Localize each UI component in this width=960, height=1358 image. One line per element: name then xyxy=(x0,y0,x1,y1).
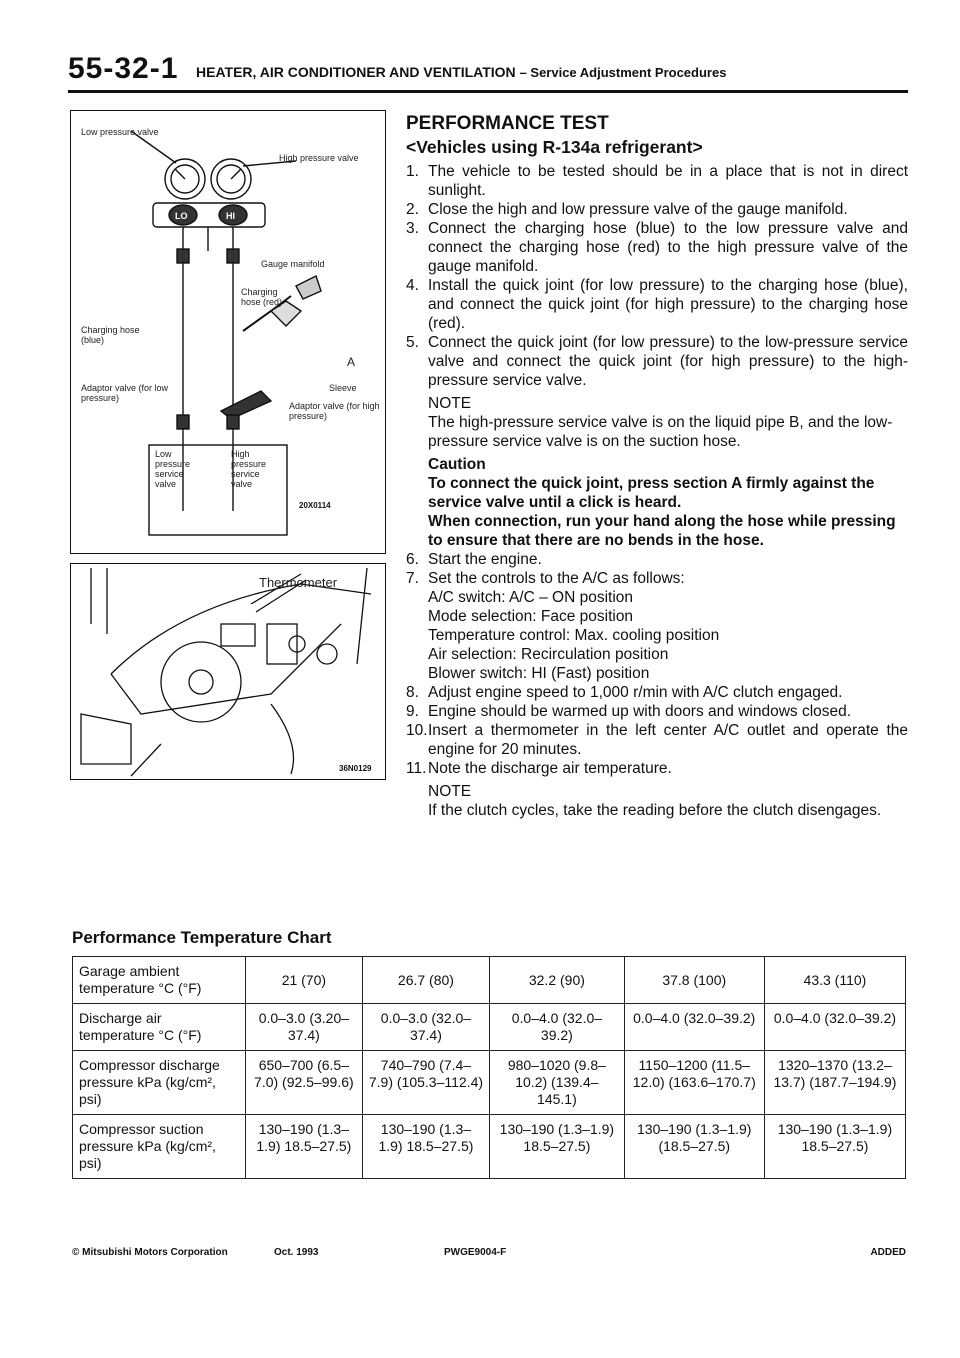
note-1 xyxy=(406,394,908,451)
table-cell: 21 (70) xyxy=(246,957,363,1004)
table-cell: 130–190 (1.3–1.9) (18.5–27.5) xyxy=(624,1115,764,1179)
step-item: 1. The vehicle to be tested should be in a place that is not in direct sunlight. xyxy=(406,163,908,199)
performance-test-section xyxy=(406,112,908,820)
row-header: Compressor discharge pressure kPa (kg/cm², psi) xyxy=(73,1051,246,1115)
step-item: 3. Connect the charging hose (blue) to the low pressure valve and connect the charging hose (red) to the high pressure valve of the gauge manifold. xyxy=(406,220,908,275)
label-charging-hose-red: Charging hose (red) xyxy=(241,287,283,307)
caution-block xyxy=(406,455,908,550)
steps-list-a xyxy=(406,162,908,390)
page-header xyxy=(68,52,906,92)
table-cell: 43.3 (110) xyxy=(764,957,905,1004)
footer-status: ADDED xyxy=(870,1247,906,1258)
section-title-sub: – Service Adjustment Procedures xyxy=(519,65,727,80)
row-header: Compressor suction pressure kPa (kg/cm², psi) xyxy=(73,1115,246,1179)
step-item: 9. Engine should be warmed up with doors and windows closed. xyxy=(406,703,852,720)
step-item: 11. Note the discharge air temperature. xyxy=(406,760,672,777)
section-heading: PERFORMANCE TEST xyxy=(406,113,609,134)
table-cell: 37.8 (100) xyxy=(624,957,764,1004)
table-row xyxy=(73,1051,906,1115)
footer-code: PWGE9004-F xyxy=(444,1247,507,1258)
page-number: 55-32-1 xyxy=(68,52,179,85)
section-title xyxy=(196,64,726,80)
table-row xyxy=(73,1115,906,1179)
table-cell: 26.7 (80) xyxy=(362,957,489,1004)
label-sleeve: Sleeve xyxy=(329,383,357,393)
note-2 xyxy=(406,782,908,820)
note-heading: NOTE xyxy=(428,783,472,800)
table-cell: 32.2 (90) xyxy=(490,957,624,1004)
ac-setting-item: Temperature control: Max. cooling position xyxy=(428,627,720,644)
table-cell: 0.0–4.0 (32.0–39.2) xyxy=(764,1004,905,1051)
ac-settings-list xyxy=(406,588,908,683)
table-row xyxy=(73,957,906,1004)
table-cell: 980–1020 (9.8–10.2) (139.4–145.1) xyxy=(490,1051,624,1115)
label-adaptor-high: Adaptor valve (for high pressure) xyxy=(289,401,380,421)
note-text: The high-pressure service valve is on the liquid pipe B, and the low-pressure service valve is on the suction hose. xyxy=(428,414,893,450)
label-thermometer: Thermometer xyxy=(259,575,338,590)
table-cell: 130–190 (1.3–1.9) 18.5–27.5) xyxy=(490,1115,624,1179)
steps-list-6-7 xyxy=(406,550,908,588)
caution-text-2: When connection, run your hand along the hose while pressing to ensure that there are no bends in the hose. xyxy=(428,513,896,549)
step-item: 6. Start the engine. xyxy=(406,551,542,568)
table-cell: 740–790 (7.4–7.9) (105.3–112.4) xyxy=(362,1051,489,1115)
ac-setting-item: Air selection: Recirculation position xyxy=(428,646,669,663)
steps-list-b xyxy=(406,683,908,778)
label-charging-hose-blue: Charging hose (blue) xyxy=(81,325,140,345)
footer-date: Oct. 1993 xyxy=(274,1247,319,1258)
step-item: 7. Set the controls to the A/C as follows: xyxy=(406,570,685,587)
section-title-main: HEATER, AIR CONDITIONER AND VENTILATION xyxy=(196,64,516,80)
label-lo: LO xyxy=(175,211,188,221)
table-cell: 0.0–4.0 (32.0–39.2) xyxy=(624,1004,764,1051)
table-cell: 0.0–3.0 (3.20–37.4) xyxy=(246,1004,363,1051)
label-low-service-valve: Low pressure service valve xyxy=(155,449,191,489)
footer-corporation: © Mitsubishi Motors Corporation xyxy=(72,1247,228,1258)
table-cell: 130–190 (1.3–1.9) 18.5–27.5) xyxy=(764,1115,905,1179)
label-section-a: A xyxy=(347,355,356,369)
table-cell: 130–190 (1.3–1.9) 18.5–27.5) xyxy=(246,1115,363,1179)
label-hi: HI xyxy=(226,211,235,221)
section-subheading: <Vehicles using R-134a refrigerant> xyxy=(406,137,703,157)
ac-setting-item: Mode selection: Face position xyxy=(428,608,634,625)
label-high-pressure-valve: High pressure valve xyxy=(279,153,359,163)
note-heading: NOTE xyxy=(428,395,472,412)
ac-setting-item: A/C switch: A/C – ON position xyxy=(428,589,634,606)
note-text: If the clutch cycles, take the reading before the clutch disengages. xyxy=(428,802,882,819)
gauge-manifold-figure xyxy=(70,110,386,554)
table-cell: 1320–1370 (13.2–13.7) (187.7–194.9) xyxy=(764,1051,905,1115)
figure1-code: 20X0114 xyxy=(299,501,331,510)
label-adaptor-low: Adaptor valve (for low pressure) xyxy=(81,383,169,403)
dashboard-illustration xyxy=(71,564,385,779)
table-cell: 0.0–3.0 (32.0–37.4) xyxy=(362,1004,489,1051)
table-cell: 650–700 (6.5–7.0) (92.5–99.6) xyxy=(246,1051,363,1115)
header-rule xyxy=(68,90,908,93)
step-item: 8. Adjust engine speed to 1,000 r/min with A/C clutch engaged. xyxy=(406,684,843,701)
row-header: Garage ambient temperature °C (°F) xyxy=(73,957,246,1004)
caution-heading: Caution xyxy=(428,456,486,473)
label-gauge-manifold: Gauge manifold xyxy=(261,259,325,269)
figure2-code: 36N0129 xyxy=(339,764,372,773)
chart-title: Performance Temperature Chart xyxy=(72,928,332,947)
table-cell: 0.0–4.0 (32.0–39.2) xyxy=(490,1004,624,1051)
step-item: 4. Install the quick joint (for low pressure) to the charging hose (blue), and connect the quick joint (for high pressure) to the charging hose (red). xyxy=(406,277,908,332)
table-cell: 130–190 (1.3–1.9) 18.5–27.5) xyxy=(362,1115,489,1179)
ac-setting-item: Blower switch: HI (Fast) position xyxy=(428,665,650,682)
step-item: 10. Insert a thermometer in the left center A/C outlet and operate the engine for 20 minutes. xyxy=(406,722,908,758)
step-item: 5. Connect the quick joint (for low pressure) to the low-pressure service valve and connect the quick joint (for high pressure) to the high-pressure service valve. xyxy=(406,334,908,389)
row-header: Discharge air temperature °C (°F) xyxy=(73,1004,246,1051)
table-row xyxy=(73,1004,906,1051)
label-low-pressure-valve: Low pressure valve xyxy=(81,127,159,137)
table-cell: 1150–1200 (11.5–12.0) (163.6–170.7) xyxy=(624,1051,764,1115)
dashboard-figure xyxy=(70,563,386,780)
performance-temperature-table xyxy=(72,956,906,1179)
caution-text-1: To connect the quick joint, press section A firmly against the service valve until a click is heard. xyxy=(428,475,875,511)
step-item: 2. Close the high and low pressure valve of the gauge manifold. xyxy=(406,201,848,218)
label-high-service-valve: High pressure service valve xyxy=(231,449,267,489)
